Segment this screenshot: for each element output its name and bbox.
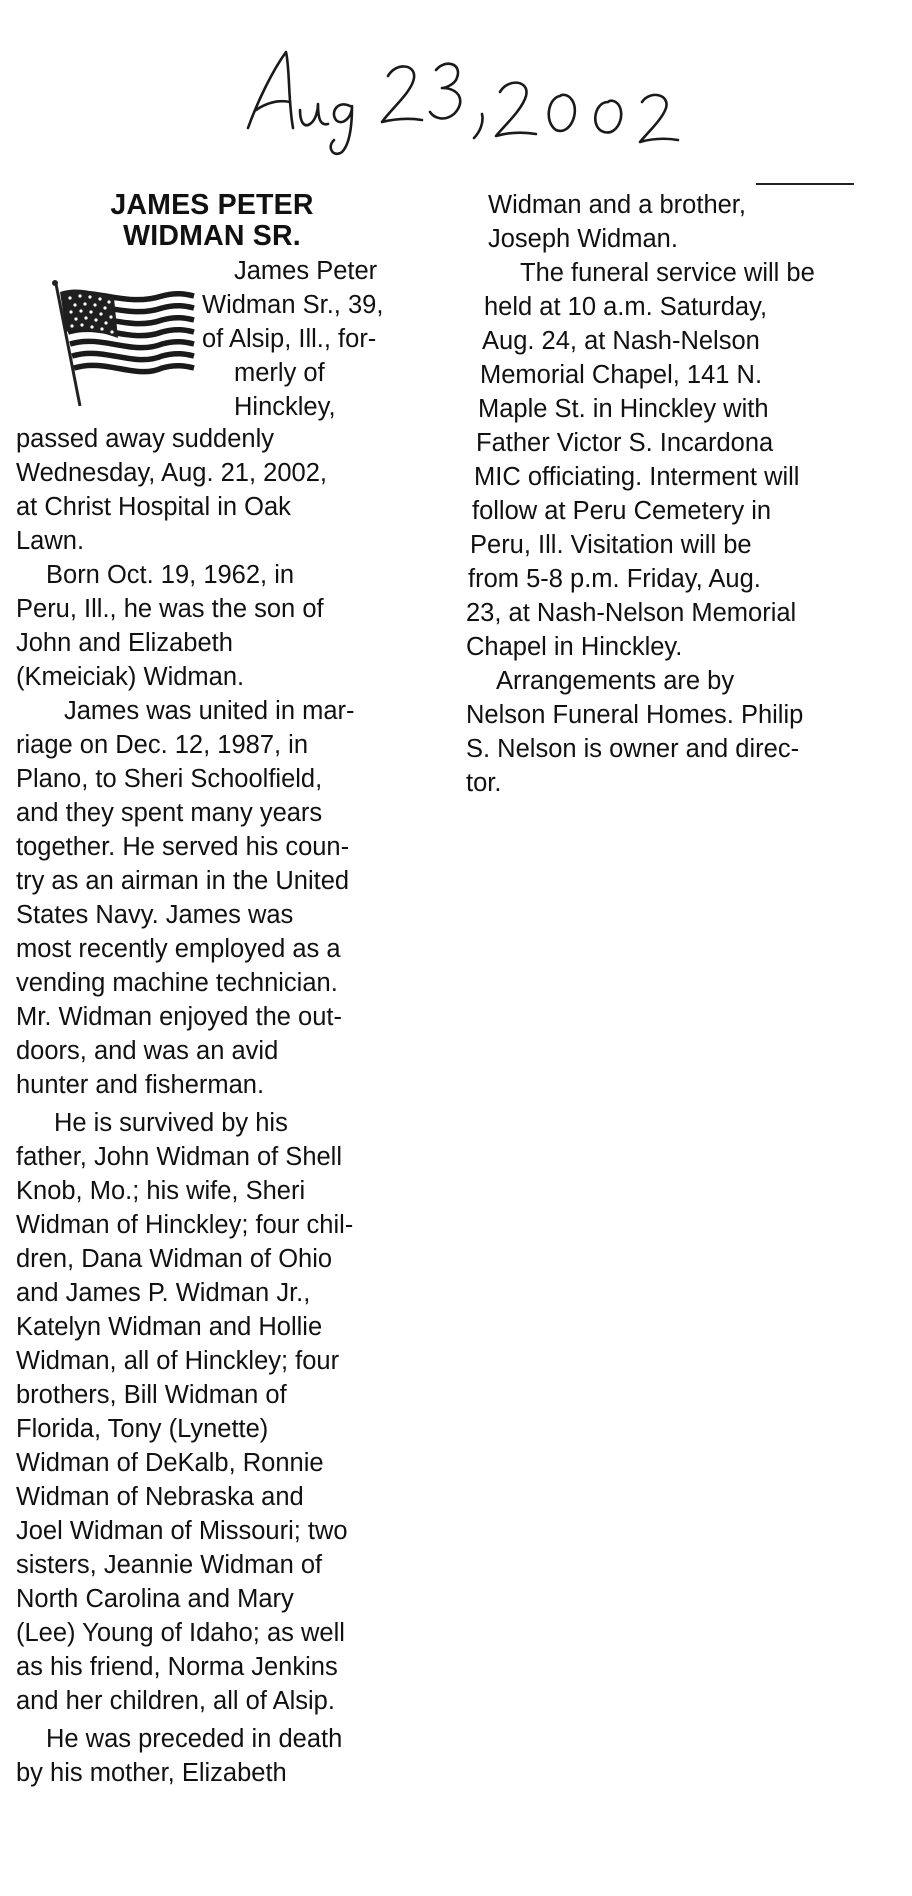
paragraph-preceded <box>16 1722 408 1790</box>
text-line: and they spent many years <box>16 799 323 827</box>
text-line: 23, at Nash-Nelson Memorial <box>466 599 797 627</box>
paragraph-death-notice <box>16 422 408 558</box>
text-line: He was preceded in death <box>46 1725 343 1753</box>
text-line: tor. <box>466 769 502 797</box>
text-line: brothers, Bill Widman of <box>16 1381 287 1409</box>
american-flag-icon <box>34 278 204 408</box>
wrap-line: James Peter <box>234 257 378 285</box>
text-line: father, John Widman of Shell <box>16 1143 343 1171</box>
text-line: MIC officiating. Interment will <box>474 463 800 491</box>
text-line: and her children, all of Alsip. <box>16 1687 335 1715</box>
handwritten-date <box>238 40 708 160</box>
headline-line-2: WIDMAN SR. <box>123 220 301 252</box>
text-line: Florida, Tony (Lynette) <box>16 1415 269 1443</box>
headline-line-1: JAMES PETER <box>110 189 314 221</box>
text-line: (Lee) Young of Idaho; as well <box>16 1619 345 1647</box>
text-line: Widman and a brother, <box>488 191 746 219</box>
flag-wrapped-text <box>202 254 412 424</box>
text-line: States Navy. James was <box>16 901 294 929</box>
paragraph-survivors <box>16 1106 408 1718</box>
wrap-line: Widman Sr., 39, <box>202 291 384 319</box>
text-line: Father Victor S. Incardona <box>476 429 774 457</box>
text-line: James was united in mar- <box>64 697 355 725</box>
wrap-line: Hinckley, <box>234 393 336 421</box>
wrap-line: of Alsip, Ill., for- <box>202 325 377 353</box>
text-line: Joel Widman of Missouri; two <box>16 1517 348 1545</box>
text-line: Nelson Funeral Homes. Philip <box>466 701 804 729</box>
text-line: Chapel in Hinckley. <box>466 633 683 661</box>
obituary-headline <box>16 190 408 252</box>
text-line: by his mother, Elizabeth <box>16 1759 287 1787</box>
text-line: sisters, Jeannie Widman of <box>16 1551 323 1579</box>
column-top-rule <box>756 183 854 185</box>
text-line: Widman of Nebraska and <box>16 1483 304 1511</box>
paragraph-birth <box>16 558 408 694</box>
text-line: (Kmeiciak) Widman. <box>16 663 245 691</box>
text-line: North Carolina and Mary <box>16 1585 294 1613</box>
paragraph-marriage-career <box>16 694 408 1102</box>
paragraph-continued <box>466 188 856 256</box>
text-line: most recently employed as a <box>16 935 341 963</box>
text-line: John and Elizabeth <box>16 629 233 657</box>
text-line: The funeral service will be <box>520 259 815 287</box>
paragraph-arrangements <box>466 664 856 800</box>
text-line: Peru, Ill., he was the son of <box>16 595 324 623</box>
text-line: Katelyn Widman and Hollie <box>16 1313 323 1341</box>
text-line: try as an airman in the United <box>16 867 350 895</box>
text-line: Joseph Widman. <box>488 225 678 253</box>
text-line: held at 10 a.m. Saturday, <box>484 293 768 321</box>
text-line: follow at Peru Cemetery in <box>472 497 772 525</box>
text-line: Widman of Hinckley; four chil- <box>16 1211 354 1239</box>
handwritten-date-ink <box>238 40 708 160</box>
text-line: Arrangements are by <box>496 667 735 695</box>
text-line: Peru, Ill. Visitation will be <box>470 531 752 559</box>
text-line: Mr. Widman enjoyed the out- <box>16 1003 342 1031</box>
text-line: Lawn. <box>16 527 85 555</box>
text-line: doors, and was an avid <box>16 1037 279 1065</box>
text-line: as his friend, Norma Jenkins <box>16 1653 338 1681</box>
text-line: hunter and fisherman. <box>16 1071 265 1099</box>
text-line: Memorial Chapel, 141 N. <box>480 361 763 389</box>
text-line: riage on Dec. 12, 1987, in <box>16 731 309 759</box>
text-line: from 5-8 p.m. Friday, Aug. <box>468 565 761 593</box>
text-line: Aug. 24, at Nash-Nelson <box>482 327 760 355</box>
text-line: S. Nelson is owner and direc- <box>466 735 800 763</box>
text-line: Born Oct. 19, 1962, in <box>46 561 295 589</box>
text-line: at Christ Hospital in Oak <box>16 493 291 521</box>
text-line: and James P. Widman Jr., <box>16 1279 311 1307</box>
wrap-line: merly of <box>234 359 325 387</box>
paragraph-funeral-service <box>466 256 856 664</box>
text-line: Wednesday, Aug. 21, 2002, <box>16 459 327 487</box>
text-line: dren, Dana Widman of Ohio <box>16 1245 333 1273</box>
text-line: together. He served his coun- <box>16 833 350 861</box>
text-line: Maple St. in Hinckley with <box>478 395 769 423</box>
left-column <box>16 188 408 1790</box>
right-column <box>466 188 856 800</box>
text-line: vending machine technician. <box>16 969 338 997</box>
text-line: He is survived by his <box>54 1109 288 1137</box>
text-line: passed away suddenly <box>16 425 275 453</box>
text-line: Widman of DeKalb, Ronnie <box>16 1449 324 1477</box>
text-line: Widman, all of Hinckley; four <box>16 1347 340 1375</box>
text-line: Plano, to Sheri Schoolfield, <box>16 765 323 793</box>
text-line: Knob, Mo.; his wife, Sheri <box>16 1177 306 1205</box>
